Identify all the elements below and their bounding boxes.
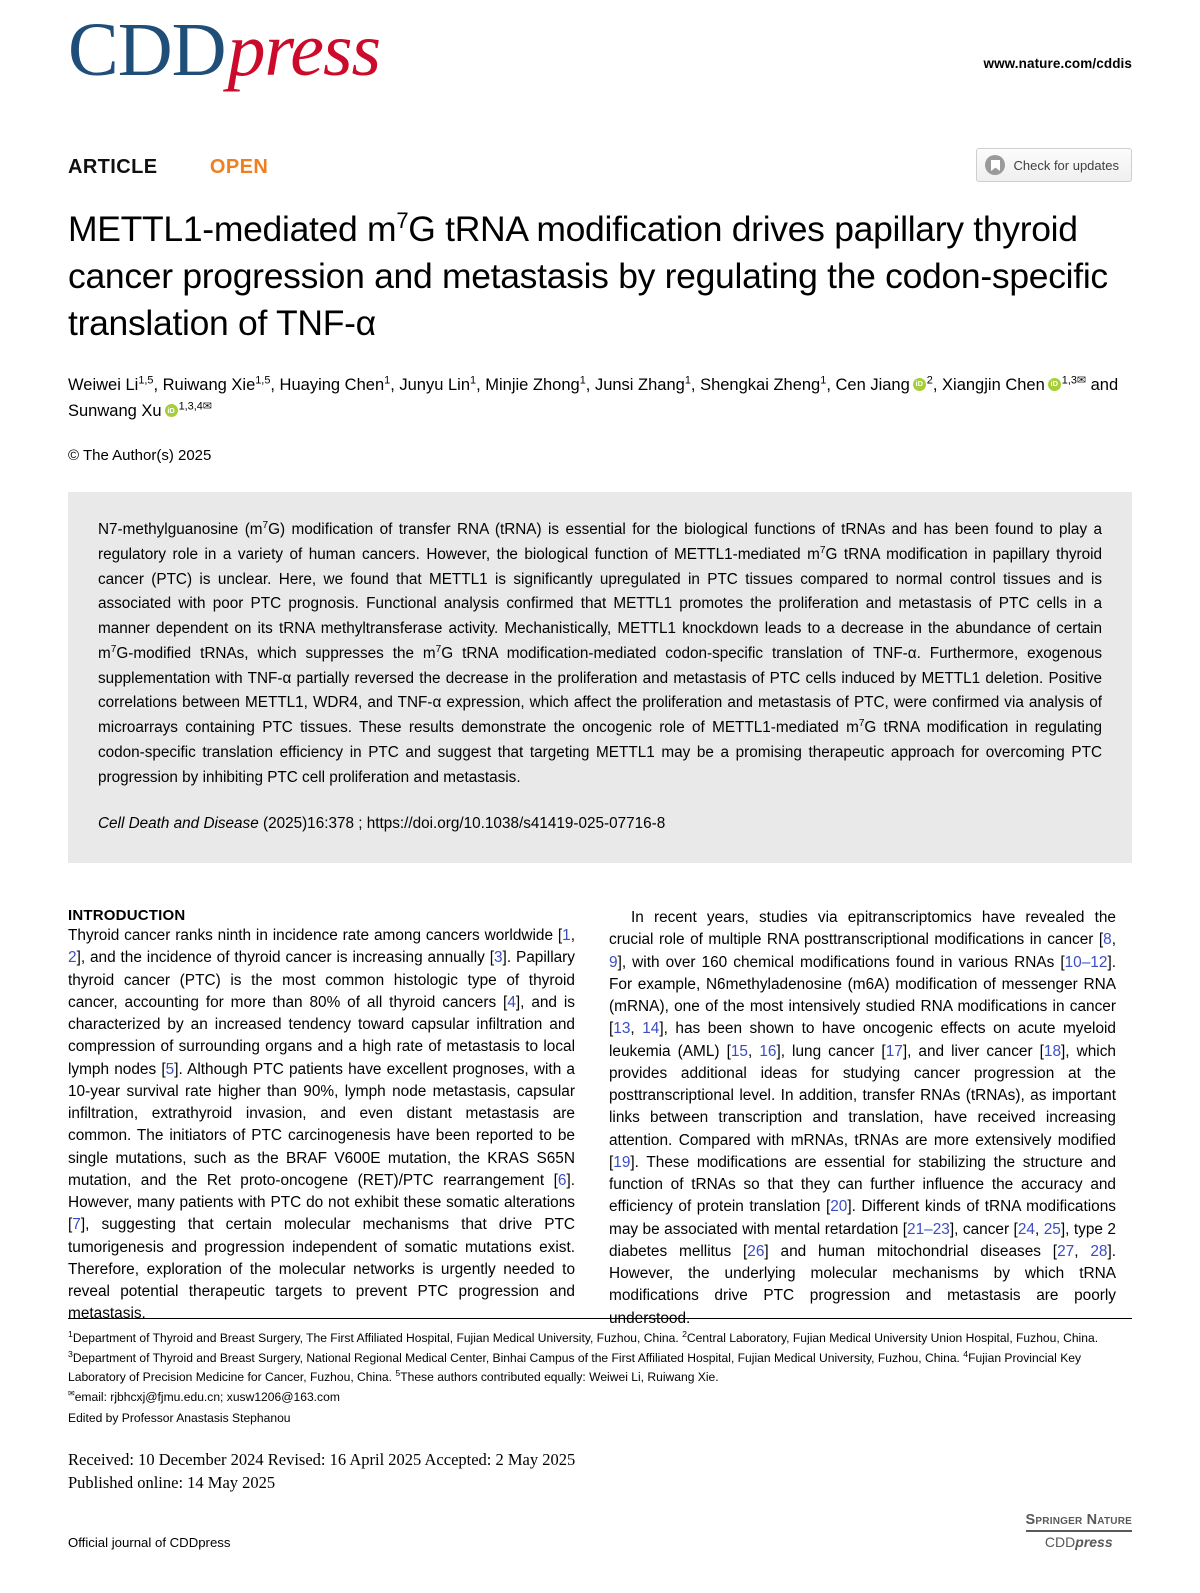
introduction-heading: INTRODUCTION [68,907,186,925]
citation-reference-link[interactable]: 21–23 [907,1220,950,1238]
author-affiliation-superscript: 1,5 [255,374,271,387]
orcid-icon[interactable] [913,378,926,391]
masthead [68,0,1132,118]
cddpress-footer-wordmark [1026,1534,1132,1550]
author-affiliation-superscript: 1,3,4 [178,400,203,413]
author-name[interactable]: Weiwei Li [68,375,139,394]
citation-reference-link[interactable]: 2 [68,949,77,967]
abstract-box [68,492,1132,863]
author-name[interactable]: Junyu Lin [399,375,470,394]
citation-reference-link[interactable]: 20 [830,1198,848,1216]
check-for-updates-label: Check for updates [1013,157,1119,173]
springer-nature-rule [1026,1530,1132,1532]
superscript: 7 [435,643,442,655]
body-column-right [609,907,1116,1330]
citation-line [98,812,1102,837]
citation-reference-link[interactable]: 14 [642,1020,660,1038]
page-title [68,206,1132,348]
author-affiliation-superscript: 1 [579,374,586,387]
author-name[interactable]: Huaying Chen [279,375,385,394]
citation-reference-link[interactable]: 19 [613,1153,631,1171]
citation-journal-name: Cell Death and Disease [98,815,259,833]
citation-reference-link[interactable]: 18 [1043,1042,1062,1060]
logo-press-text: press [227,8,381,92]
author-name[interactable]: Sunwang Xu [68,402,162,421]
springer-nature-wordmark [1026,1512,1132,1528]
logo-cdd-text: CDD [68,8,226,92]
nature-word: Nature [1086,1512,1132,1528]
envelope-icon[interactable]: ✉ [202,400,212,413]
page-footer [68,1512,1132,1550]
title-superscript-7: 7 [396,208,409,234]
superscript: 3 [68,1348,73,1359]
copyright-line: © The Author(s) 2025 [68,447,212,465]
citation-reference-link[interactable]: 8 [1103,931,1112,949]
dates-line-2: Published online: 14 May 2025 [68,1472,276,1492]
correspondence-email-text[interactable]: email: rjbhcxj@fjmu.edu.cn; xusw1206@163.com [74,1390,340,1405]
citation-details[interactable]: (2025)16:378 ; https://doi.org/10.1038/s41419-025-07716-8 [258,815,666,833]
introduction-paragraph-2: In recent years, studies via epitranscriptomics have revealed the crucial role of multiple RNA posttranscriptional modifications in cancer [8, 9], with over 160 chemical modifications found in various RNAs [10–12]. For example, N6methyladenosine (m6A) modification of messenger RNA (mRNA), one of the most intensively studied RNA modifications in cancer [13, 14], has been shown to have oncogenic effects on acute myeloid leukemia (AML) [15, 16], lung cancer [17], and liver cancer [18], which provides additional ideas for studying cancer progression at the posttranscriptional level. In addition, transfer RNAs (tRNAs), as important links between transcription and translation, have received increasing attention. Compared with mRNAs, tRNAs are more extensively modified [19]. These modifications are essential for stabilizing the structure and function of tRNAs so that they can further influence the accuracy and efficiency of protein translation [20]. Different kinds of tRNA modifications may be associated with mental retardation [21–23], cancer [24, 25], type 2 diabetes mellitus [26] and human mitochondrial diseases [27, 28]. However, the underlying molecular mechanisms by which tRNA modifications drive PTC progression and metastasis are poorly understood. [609,909,1116,1327]
citation-reference-link[interactable]: 27 [1057,1242,1075,1260]
author-name[interactable]: Junsi Zhang [594,375,685,394]
footer-cdd-text: CDD [1044,1534,1076,1550]
author-affiliation-superscript: 1 [470,374,477,387]
abstract-text: N7-methylguanosine $(m^7G)$ modification of transfer RNA (tRNA) is essential for the biological functions of tRNAs and has been found to play a regulatory role in a variety of human cancers. However, the biological function of METTL1-mediated $m^7G$ tRNA modification in papillary thyroid cancer (PTC) is unclear. Here, we found that METTL1 is significantly upregulated in PTC tissues compared to normal control tissues and is associated with poor PTC prognosis. Functional analysis confirmed that METTL1 promotes the proliferation and metastasis of PTC cells in a manner dependent on its tRNA methyltransferase activity. Mechanistically, METTL1 knockdown leads to a decrease in the abundance of certain $m^7G$-modified tRNAs, which suppresses the $m^7G$ tRNA modification-mediated codon-specific translation of TNF-α. Furthermore, exogenous supplementation with TNF-α partially reversed the decrease in the proliferation and metastasis of PTC cells induced by METTL1 deletion. Positive correlations between METTL1, WDR4, and TNF-α expression, which affect the proliferation and metastasis of PTC, were confirmed via analysis of microarrays containing PTC tissues. These results demonstrate the oncogenic role of METTL1-mediated $m^7G$ tRNA modification in regulating codon-specific translation efficiency in PTC and suggest that targeting METTL1 may be a promising therapeutic approach for overcoming PTC progression by inhibiting PTC cell proliferation and metastasis. [98,519,1102,786]
body-column-left [68,907,575,1330]
superscript: 7 [858,718,865,730]
superscript: 7 [262,519,269,531]
orcid-icon[interactable] [1048,378,1061,391]
author-affiliation-superscript: 1 [384,374,391,387]
superscript: 4 [963,1348,969,1359]
body-columns [68,907,1132,1330]
superscript: 1 [68,1328,73,1339]
citation-reference-link[interactable]: 28 [1090,1242,1108,1260]
citation-reference-link[interactable]: 15 [730,1042,748,1060]
citation-reference-link[interactable]: 16 [759,1042,777,1060]
dates-line-1: Received: 10 December 2024 Revised: 16 April 2025 Accepted: 2 May 2025 [68,1449,576,1469]
orcid-icon[interactable] [165,404,178,417]
footer-press-text: press [1075,1534,1113,1550]
open-access-label: OPEN [209,156,269,178]
official-journal-text: Official journal of CDDpress [68,1535,231,1550]
article-bar [68,156,1132,200]
edited-by-text: Edited by Professor Anastasis Stephanou [68,1410,291,1425]
springer-nature-logo [1026,1512,1132,1550]
superscript: 5 [395,1368,401,1379]
superscript: 7 [819,544,826,556]
author-affiliation-superscript: 1,5 [138,374,154,387]
springer-word: Springer [1025,1512,1083,1528]
citation-reference-link[interactable]: 3 [493,949,503,967]
citation-reference-link[interactable]: 5 [165,1060,175,1078]
author-list: Weiwei Li$^{1,5}$, Ruiwang Xie$^{1,5}$, Huaying Chen$^1$, Junyu Lin$^1$, Minjie Zhong$^1$, Junsi Zhang$^1$, Shengkai Zheng$^1$, Cen Jiang iD $^2$, Xiangjin Chen iD $^{1,3✉}$ and Sunwang Xu iD $^{1,3,4✉}$ [68,372,1132,425]
citation-reference-link[interactable]: 6 [557,1171,567,1189]
author-affiliation-superscript: 1,3 [1061,374,1077,387]
superscript: 7 [110,643,117,655]
correspondence-email-line [68,1388,1132,1408]
envelope-icon[interactable]: ✉ [1076,374,1087,387]
author-name[interactable]: Ruiwang Xie [162,375,256,394]
footnote-divider [68,1318,1132,1319]
citation-reference-link[interactable]: 9 [609,953,618,971]
citation-reference-link[interactable]: 26 [747,1242,765,1260]
citation-reference-link[interactable]: 7 [72,1216,81,1234]
footnotes-block [68,1318,1132,1495]
author-affiliation-superscript: 2 [926,374,933,387]
affiliations-text: $^1$Department of Thyroid and Breast Surgery, The First Affiliated Hospital, Fujian Medical University, Fuzhou, China. $^2$Central Laboratory, Fujian Medical University Union Hospital, Fuzhou, China. $^3$Department of Thyroid and Breast Surgery, National Regional Medical Center, Binhai Campus of the First Affiliated Hospital, Fujian Medical University, Fuzhou, China. $^4$Fujian Provincial Key Laboratory of Precision Medicine for Cancer, Fuzhou, China. $^5$These authors contributed equally: Weiwei Li, Ruiwang Xie. [68,1328,1099,1385]
publication-dates [68,1449,1132,1495]
citation-reference-link[interactable]: 24 [1017,1220,1035,1238]
superscript: 2 [682,1328,687,1339]
citation-reference-link[interactable]: 1 [562,927,571,945]
citation-reference-link[interactable]: 13 [613,1020,631,1038]
envelope-icon: ✉ [68,1389,75,1399]
citation-reference-link[interactable]: 4 [507,993,516,1011]
author-name[interactable]: Shengkai Zheng [700,375,821,394]
crossmark-icon [985,155,1005,175]
author-name[interactable]: Minjie Zhong [485,375,580,394]
title-part-2: G tRNA modification drives papillary thyroid cancer progression and metastasis by regulating the codon-specific translation of TNF-α [68,209,1108,344]
author-name[interactable]: Cen Jiang [835,375,910,394]
cddpress-logo [68,8,381,92]
citation-reference-link[interactable]: 25 [1043,1220,1061,1238]
citation-reference-link[interactable]: 10–12 [1064,953,1108,971]
check-for-updates-button[interactable] [976,148,1132,182]
introduction-paragraph-1: Thyroid cancer ranks ninth in incidence rate among cancers worldwide [1, 2], and the incidence of thyroid cancer is increasing annually [3]. Papillary thyroid cancer (PTC) is the most common histologic type of thyroid cancer, accounting for more than 80% of all thyroid cancers [4], and is characterized by an increased tendency toward capsular infiltration and compression of surrounding organs and a high rate of metastasis to local lymph nodes [5]. Although PTC patients have excellent prognoses, with a 10-year survival rate higher than 90%, lymph node metastasis, capsular infiltration, extrathyroid invasion, and even distant metastasis are common. The initiators of PTC carcinogenesis have been reported to be single mutations, such as the BRAF V600E mutation, the KRAS S65N mutation, and the Ret proto-oncogene (RET)/PTC rearrangement [6]. However, many patients with PTC do not exhibit these somatic alterations [7], suggesting that certain molecular mechanisms that drive PTC tumorigenesis and progression independent of somatic mutations exist. Therefore, exploration of the molecular networks is urgently needed to reveal potential therapeutic targets to prevent PTC progression and metastasis. [68,927,575,1323]
author-affiliation-superscript: 1 [820,374,827,387]
journal-url[interactable]: www.nature.com/cddis [983,56,1132,71]
article-type-label: ARTICLE [68,156,158,178]
author-name[interactable]: Xiangjin Chen [942,375,1045,394]
citation-reference-link[interactable]: 17 [885,1042,903,1060]
title-part-1: METTL1-mediated m [68,209,397,249]
author-affiliation-superscript: 1 [684,374,691,387]
